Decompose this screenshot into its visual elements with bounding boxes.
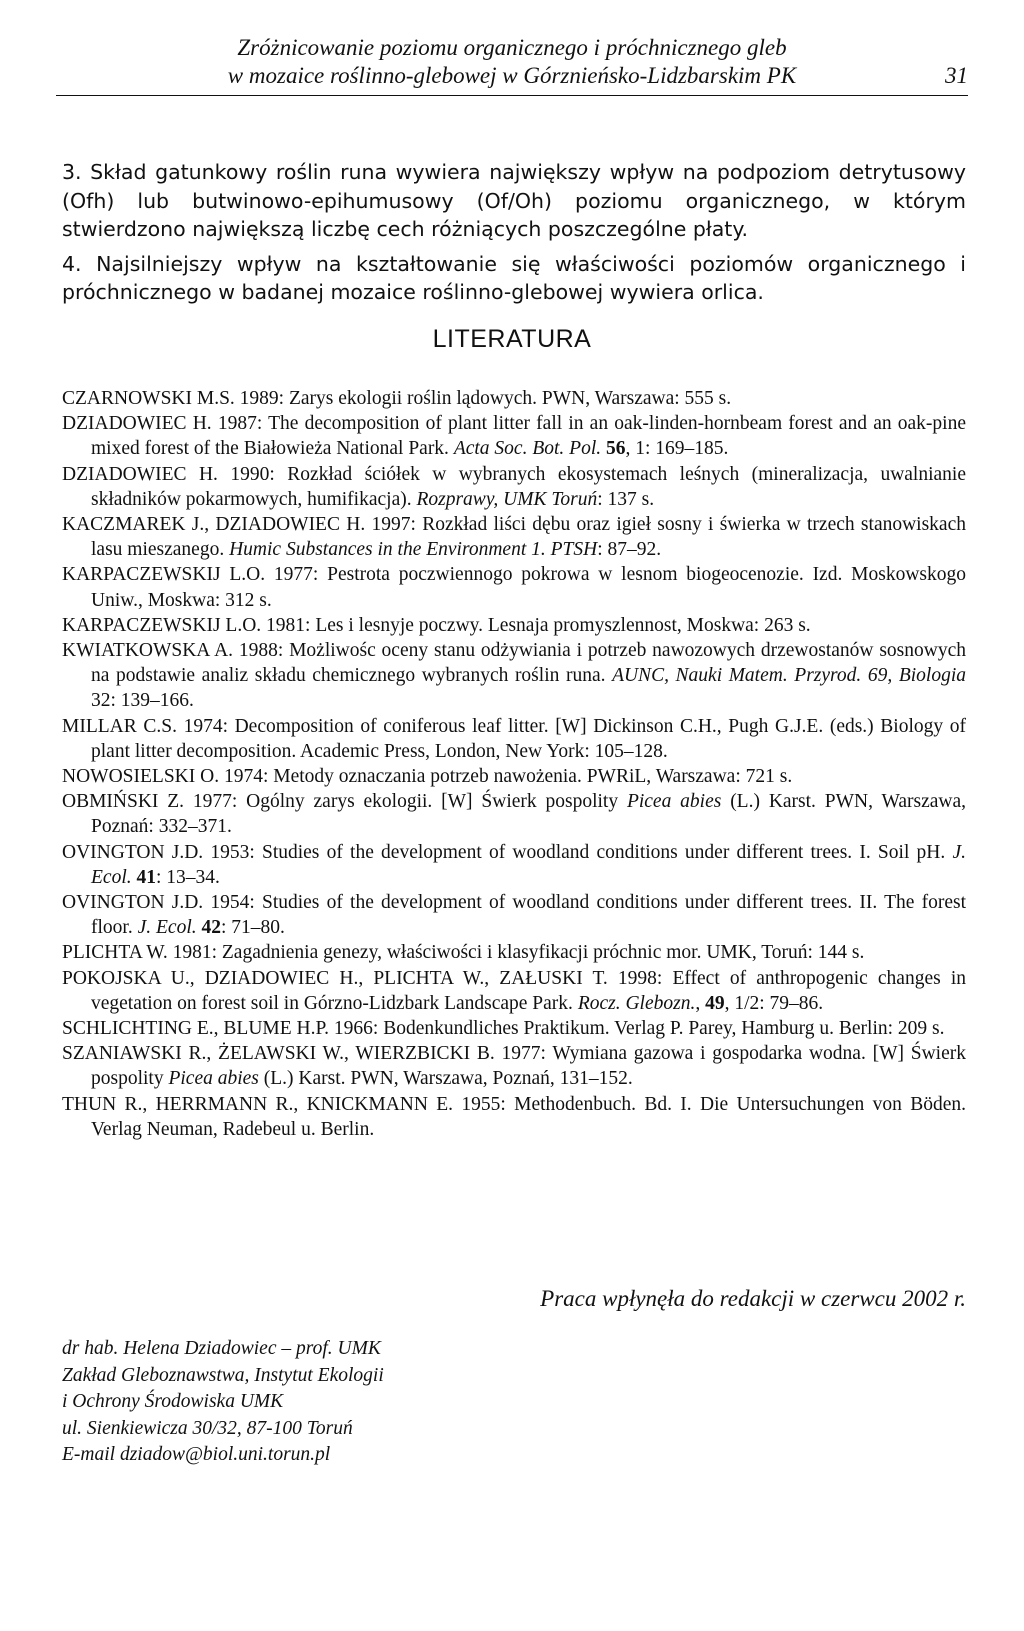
author-name-line: dr hab. Helena Dziadowiec – prof. UMK xyxy=(62,1338,381,1359)
reference-item: KARPACZEWSKIJ L.O. 1981: Les i lesnyje poczwy. Lesnaja promyszlennost, Moskwa: 263 s. xyxy=(62,614,811,636)
reference-item: POKOJSKA U., DZIADOWIEC H., PLICHTA W., ZAŁUSKI T. 1998: Effect of anthropogenic changes in vegetation on forest soil in Górzno-Lidzbark Landscape Park. Rocz. Glebozn., 49, 1/2: 79–86. xyxy=(62,967,966,1014)
page-number: 31 xyxy=(945,63,968,88)
author-address xyxy=(62,1336,384,1469)
running-header xyxy=(56,34,968,90)
literature-heading: LITERATURA xyxy=(432,325,592,353)
address-line: ul. Sienkiewicza 30/32, 87-100 Toruń xyxy=(62,1417,353,1439)
reference-item: OVINGTON J.D. 1954: Studies of the development of woodland conditions under different trees. II. The forest floor. J. Ecol. 42: 71–80. xyxy=(62,892,966,939)
reference-list xyxy=(62,386,966,1142)
address-line: i Ochrony Środowiska UMK xyxy=(62,1391,284,1412)
reference-item: SZANIAWSKI R., ŻELAWSKI W., WIERZBICKI B. 1977: Wymiana gazowa i gospodarka wodna. [W] Świerk pospolity Picea abies (L.) Karst. PWN, Warszawa, Poznań, 131–152. xyxy=(62,1043,966,1090)
reference-item: KWIATKOWSKA A. 1988: Możliwośc oceny stanu odżywiania i potrzeb nawozowych drzewostanów sosnowych na podstawie analiz składu chemicznego wybranych roślin runa. AUNC, Nauki Matem. Przyrod. 69, Biologia 32: 139–166. xyxy=(62,640,966,712)
running-header-line-1: Zróżnicowanie poziomu organicznego i próchnicznego gleb xyxy=(237,35,787,60)
reference-item: MILLAR C.S. 1974: Decomposition of coniferous leaf litter. [W] Dickinson C.H., Pugh G.J.E. (eds.) Biology of plant litter decomposition. Academic Press, London, New York: 105–128. xyxy=(62,715,966,762)
running-header-line-2: w mozaice roślinno-glebowej w Górznieńsko-Lidzbarskim PK xyxy=(227,63,797,88)
reference-item: NOWOSIELSKI O. 1974: Metody oznaczania potrzeb nawożenia. PWRiL, Warszawa: 721 s. xyxy=(62,766,793,788)
conclusion-item: 4. Najsilniejszy wpływ na kształtowanie się właściwości poziomów organicznego i próchnicznego w badanej mozaice roślinno-glebowej wywiera orlica. xyxy=(62,251,966,304)
reference-item: DZIADOWIEC H. 1990: Rozkład ściółek w wybranych ekosystemach leśnych (mineralizacja, uwalnianie składników pokarmowych, humifikacja). Rozprawy, UMK Toruń: 137 s. xyxy=(62,463,966,510)
reference-item: OVINGTON J.D. 1953: Studies of the development of woodland conditions under different trees. I. Soil pH. J. Ecol. 41: 13–34. xyxy=(62,841,966,888)
reference-item: KACZMAREK J., DZIADOWIEC H. 1997: Rozkład liści dębu oraz igieł sosny i świerka w trzech stanowiskach lasu mieszanego. Humic Substances in the Environment 1. PTSH: 87–92. xyxy=(62,514,966,561)
reference-item: DZIADOWIEC H. 1987: The decomposition of plant litter fall in an oak-linden-hornbeam forest and an oak-pine mixed forest of the Białowieża National Park. Acta Soc. Bot. Pol. 56, 1: 169–185. xyxy=(62,413,966,460)
conclusion-item: 3. Skład gatunkowy roślin runa wywiera największy wpływ na podpoziom detrytusowy (Ofh) lub butwinowo-epihumusowy (Of/Oh) poziomu organicznego, w którym stwierdzono największą liczbę cech różniących poszczególne płaty. xyxy=(62,160,966,241)
reference-item: THUN R., HERRMANN R., KNICKMANN E. 1955: Methodenbuch. Bd. I. Die Untersuchungen von Böden. Verlag Neuman, Radebeul u. Berlin. xyxy=(62,1093,966,1140)
email-line: E-mail dziadow@biol.uni.torun.pl xyxy=(62,1444,331,1465)
conclusions-section xyxy=(62,158,966,313)
address-line: Zakład Gleboznawstwa, Instytut Ekologii xyxy=(62,1364,384,1386)
header-rule xyxy=(56,95,968,96)
reference-item: KARPACZEWSKIJ L.O. 1977: Pestrota poczwiennogo pokrowa w lesnom biogeocenozie. Izd. Moskowskogo Uniw., Moskwa: 312 s. xyxy=(62,564,966,611)
reference-item: CZARNOWSKI M.S. 1989: Zarys ekologii roślin lądowych. PWN, Warszawa: 555 s. xyxy=(62,388,732,409)
received-date-note: Praca wpłynęła do redakcji w czerwcu 2002 r. xyxy=(540,1286,966,1311)
reference-item: OBMIŃSKI Z. 1977: Ogólny zarys ekologii. [W] Świerk pospolity Picea abies (L.) Karst. PWN, Warszawa, Poznań: 332–371. xyxy=(62,791,966,838)
reference-item: PLICHTA W. 1981: Zagadnienia genezy, właściwości i klasyfikacji próchnic mor. UMK, Toruń: 144 s. xyxy=(62,942,865,964)
reference-item: SCHLICHTING E., BLUME H.P. 1966: Bodenkundliches Praktikum. Verlag P. Parey, Hamburg u. Berlin: 209 s. xyxy=(62,1018,945,1040)
